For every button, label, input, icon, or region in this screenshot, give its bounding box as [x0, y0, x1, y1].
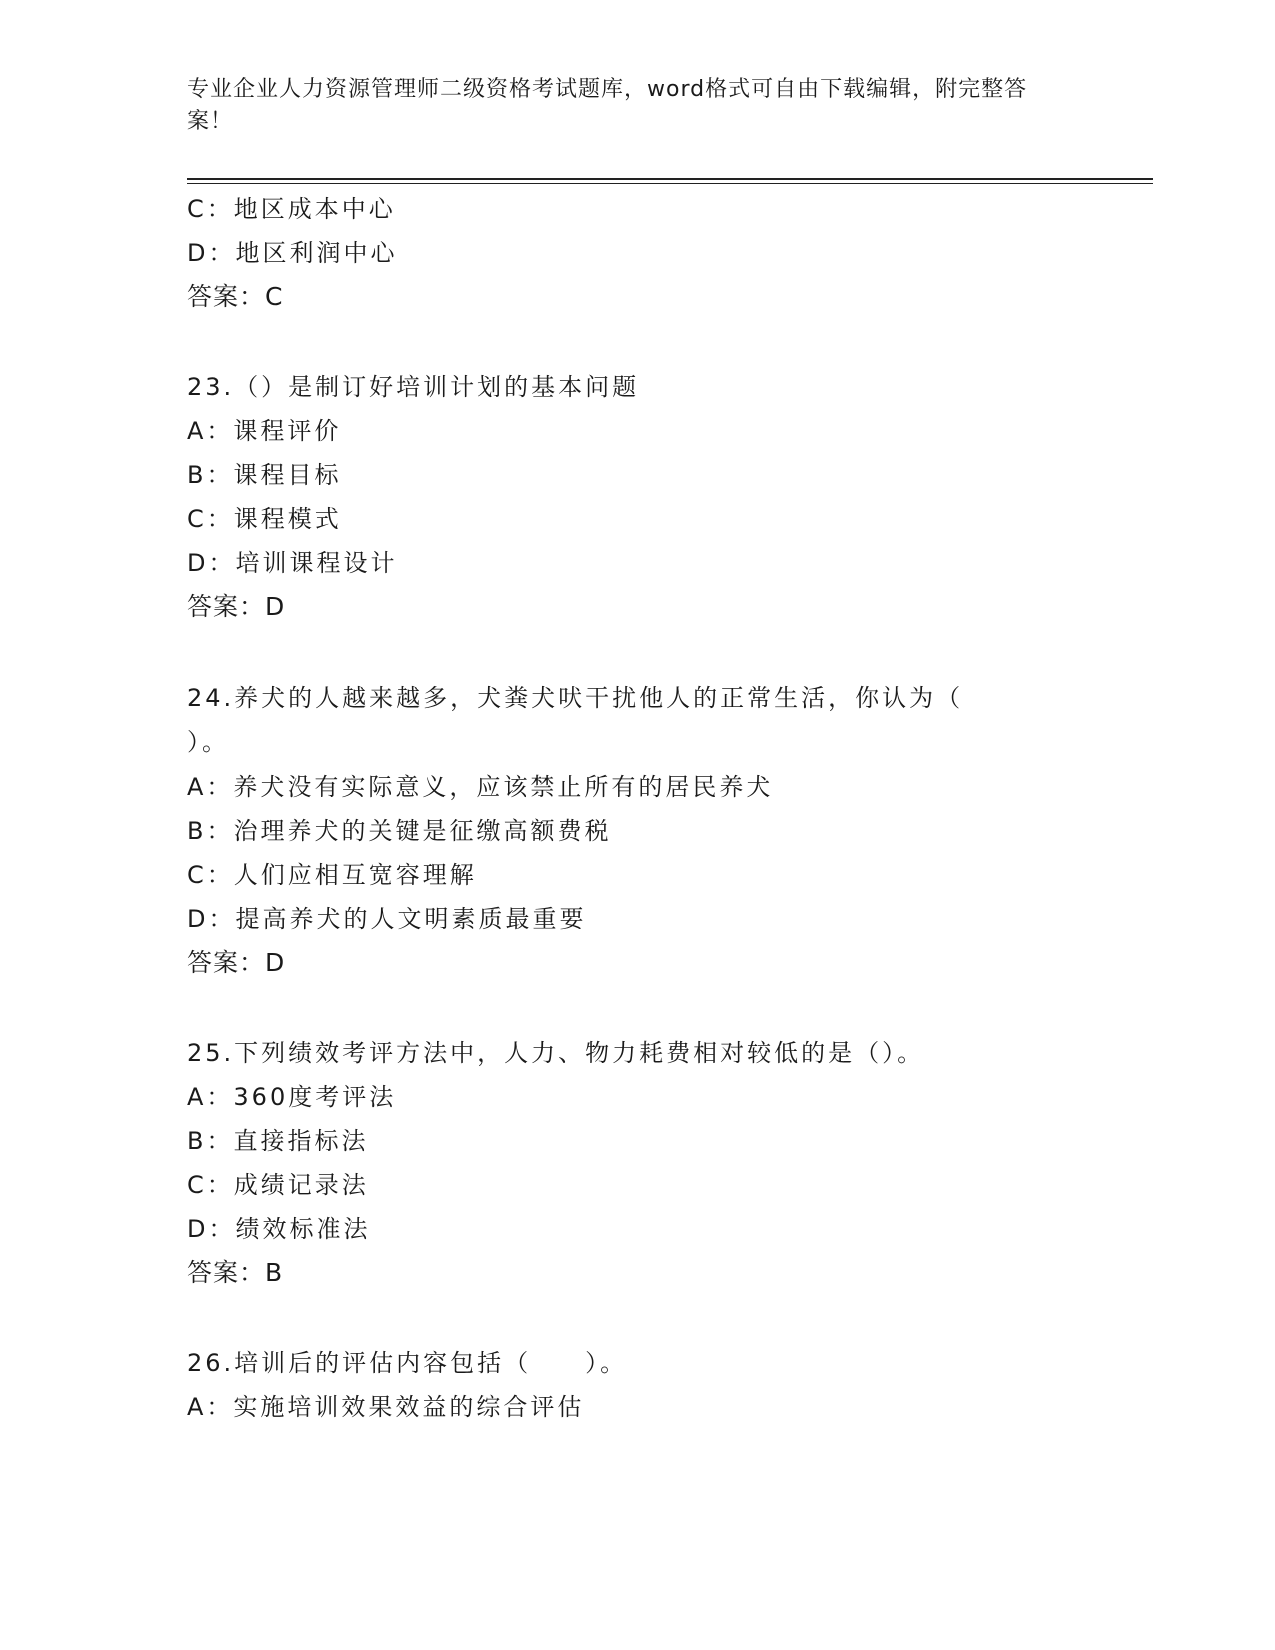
- answer: 答案：B: [187, 1258, 284, 1287]
- option-d: D：地区利润中心: [187, 239, 398, 267]
- header-divider-thin: [187, 183, 1153, 184]
- question-24-continued: ）。: [187, 728, 229, 756]
- option-a: A：实施培训效果效益的综合评估: [187, 1393, 585, 1421]
- option-c: C：人们应相互宽容理解: [187, 861, 477, 889]
- option-b: B：课程目标: [187, 461, 342, 489]
- question-25: 25.下列绩效考评方法中，人力、物力耗费相对较低的是（）。: [187, 1039, 925, 1067]
- question-23: 23.（）是制订好培训计划的基本问题: [187, 373, 640, 401]
- option-d: D：培训课程设计: [187, 549, 398, 577]
- option-b: B：治理养犬的关键是征缴高额费税: [187, 817, 612, 845]
- answer: 答案：D: [187, 948, 286, 977]
- question-26: 26.培训后的评估内容包括（ ）。: [187, 1349, 628, 1377]
- option-a: A：养犬没有实际意义，应该禁止所有的居民养犬: [187, 773, 774, 801]
- option-c: C：成绩记录法: [187, 1171, 369, 1199]
- option-a: A：课程评价: [187, 417, 342, 445]
- option-d: D：提高养犬的人文明素质最重要: [187, 905, 587, 933]
- answer: 答案：C: [187, 282, 284, 311]
- option-d: D：绩效标准法: [187, 1215, 371, 1243]
- option-c: C：课程模式: [187, 505, 342, 533]
- header-divider-thick: [187, 178, 1153, 180]
- option-a: A：360度考评法: [187, 1083, 397, 1111]
- question-24: 24.养犬的人越来越多，犬粪犬吠干扰他人的正常生活，你认为（: [187, 684, 964, 712]
- option-c: C：地区成本中心: [187, 195, 396, 223]
- option-b: B：直接指标法: [187, 1127, 369, 1155]
- answer: 答案：D: [187, 592, 286, 621]
- document-header: 专业企业人力资源管理师二级资格考试题库，word格式可自由下载编辑，附完整答案！: [187, 77, 1028, 134]
